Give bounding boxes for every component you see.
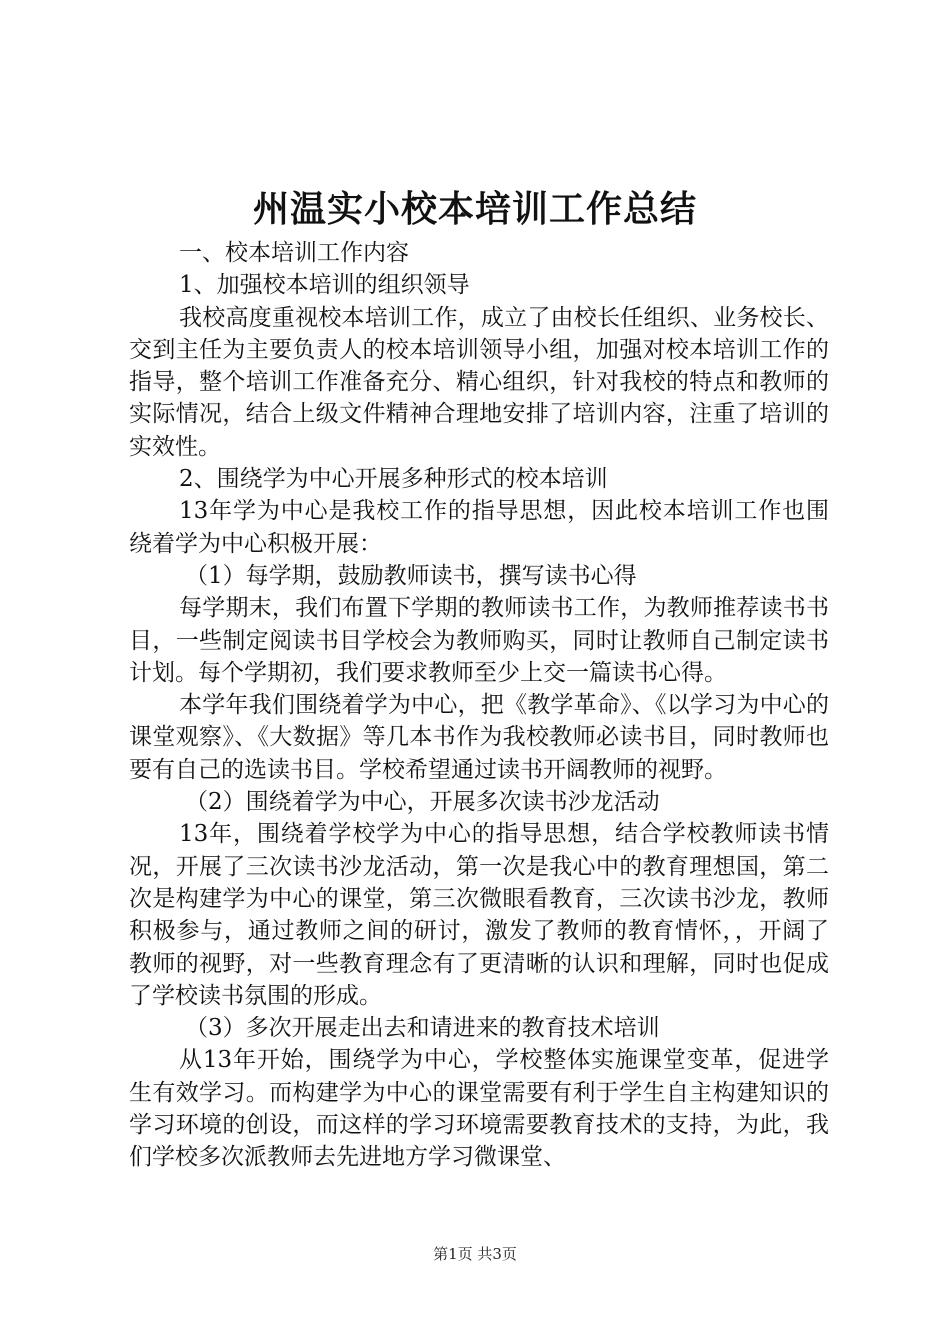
document-body [129,237,829,1174]
body-paragraph: 从13年开始，围绕学为中心，学校整体实施课堂变革，促进学生有效学习。而构建学为中心的课堂需要有利于学生自主构建知识的学习环境的创设，而这样的学习环境需要教育技术的支持，为此，我们学校多次派教师去先进地方学习微课堂、 [129,1047,829,1171]
subsection-heading: 1、加强校本培训的组织领导 [179,272,470,299]
section-heading: 一、校本培训工作内容 [179,240,409,266]
body-paragraph: 我校高度重视校本培训工作，成立了由校长任组织、业务校长、交到主任为主要负责人的校本培训领导小组，加强对校本培训工作的指导，整个培训工作准备充分、精心组织，针对我校的特点和教师的实际情况，结合上级文件精神合理地安排了培训内容，注重了培训的实效性。 [129,304,829,460]
body-paragraph: 每学期末，我们布置下学期的教师读书工作，为教师推荐读书书目，一些制定阅读书目学校会为教师购买，同时让教师自己制定读书计划。每个学期初，我们要求教师至少上交一篇读书心得。 [129,595,829,686]
body-paragraph: 13年学为中心是我校工作的指导思想，因此校本培训工作也围绕着学为中心积极开展： [129,498,829,557]
body-paragraph: 本学年我们围绕着学为中心，把《教学革命》、《以学习为中心的课堂观察》、《大数据》等几本书作为我校教师必读书目，同时教师也要有自己的选读书目。学校希望通过读书开阔教师的视野。 [129,692,829,783]
page-number-footer: 第1页 共3页 [433,1245,517,1263]
item-heading: （2）围绕着学为中心，开展多次读书沙龙活动 [185,789,660,816]
body-paragraph: 13年，围绕着学校学为中心的指导思想，结合学校教师读书情况，开展了三次读书沙龙活动，第一次是我心中的教育理想国，第二次是构建学为中心的课堂，第三次微眼看教育，三次读书沙龙，教师积极参与，通过教师之间的研讨，激发了教师的教育情怀，，开阔了教师的视野，对一些教育理念有了更清晰的认识和理解，同时也促成了学校读书氛围的形成。 [129,821,829,1009]
subsection-heading: 2、围绕学为中心开展多种形式的校本培训 [179,466,608,493]
item-heading: （3）多次开展走出去和请进来的教育技术培训 [185,1015,660,1042]
page-title: 州温实小校本培训工作总结 [252,188,697,230]
item-heading: （1）每学期，鼓励教师读书，撰写读书心得 [185,562,637,589]
